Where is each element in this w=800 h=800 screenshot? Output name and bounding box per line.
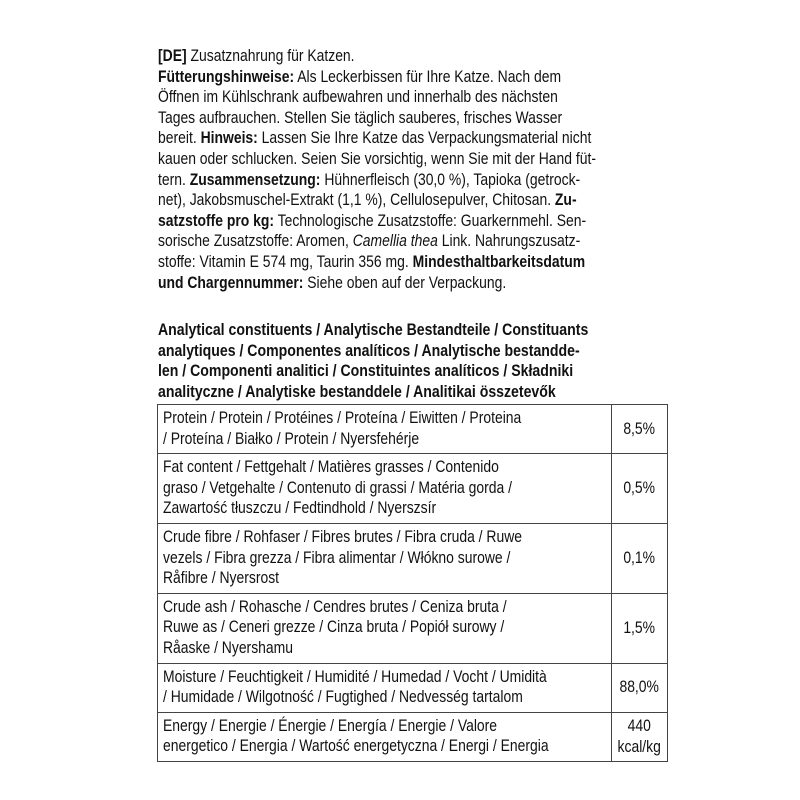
constituent-value: 88,0% xyxy=(619,678,660,697)
constituent-name-cell xyxy=(158,712,612,761)
text-line: tern. Zusammensetzung: Hühnerfleisch (30,0 %), Tapioka (getrock- xyxy=(158,170,581,189)
analytical-constituents-table xyxy=(157,404,668,762)
text-line: und Chargennummer: Siehe oben auf der Verpackung. xyxy=(158,273,507,292)
constituent-name-line: Ruwe as / Ceneri grezze / Cinza bruta / Popiół surowy / xyxy=(163,618,505,637)
constituent-name-cell xyxy=(158,405,612,454)
constituent-name-line: Protein / Protein / Protéines / Proteína / Eiwitten / Proteina xyxy=(163,409,522,427)
constituent-name-cell xyxy=(158,523,612,593)
text-line: satzstoffe pro kg: Technologische Zusatzstoffe: Guarkernmehl. Sen- xyxy=(158,211,587,230)
text-line: sorische Zusatzstoffe: Aromen, Camellia thea Link. Nahrungszusatz- xyxy=(158,232,581,251)
constituent-value-cell xyxy=(612,405,667,454)
text-line: Öffnen im Kühlschrank aufbewahren und innerhalb des nächsten xyxy=(158,88,558,107)
constituent-name-line: Råaske / Nyershamu xyxy=(163,638,293,657)
german-product-text xyxy=(158,46,642,293)
constituent-value: kcal/kg xyxy=(617,737,662,756)
constituent-value: 1,5% xyxy=(623,618,656,637)
constituent-name-cell xyxy=(158,454,612,524)
text-line: net), Jakobsmuschel-Extrakt (1,1 %), Cellulosepulver, Chitosan. Zu- xyxy=(158,191,577,210)
constituent-value-cell xyxy=(612,712,667,761)
constituent-value-cell xyxy=(612,593,667,663)
constituent-name-line: / Humidade / Wilgotność / Fugtighed / Nedvesség tartalom xyxy=(163,688,523,707)
constituent-value-cell xyxy=(612,523,667,593)
constituent-name-line: energetico / Energia / Wartość energetyczna / Energi / Energia xyxy=(163,737,549,756)
constituent-name-line: Crude ash / Rohasche / Cendres brutes / Ceniza bruta / xyxy=(163,597,507,616)
constituent-name-line: Råfibre / Nyersrost xyxy=(163,569,280,588)
constituent-value-cell xyxy=(612,663,667,712)
table-row xyxy=(158,663,668,712)
text-line: [DE] Zusatznahrung für Katzen. xyxy=(158,47,355,65)
constituent-name-line: Moisture / Feuchtigkeit / Humidité / Humedad / Vocht / Umidità xyxy=(163,667,547,686)
constituent-value: 0,5% xyxy=(623,479,656,498)
text-line: Fütterungshinweise: Als Leckerbissen für Ihre Katze. Nach dem xyxy=(158,67,562,86)
table-row xyxy=(158,712,668,761)
heading-line: analityczne / Analytiske bestanddele / Analitikai összetevők xyxy=(158,382,556,401)
constituent-name-cell xyxy=(158,593,612,663)
table-row xyxy=(158,405,668,454)
constituent-name-line: Energy / Energie / Énergie / Energía / Energie / Valore xyxy=(163,716,498,735)
analytical-heading xyxy=(158,320,642,402)
constituent-value-cell xyxy=(612,454,667,524)
table-row xyxy=(158,593,668,663)
constituent-value: 440 xyxy=(627,717,652,736)
text-line: stoffe: Vitamin E 574 mg, Taurin 356 mg. Mindesthaltbarkeitsdatum xyxy=(158,252,586,271)
constituent-name-line: Crude fibre / Rohfaser / Fibres brutes / Fibra cruda / Ruwe xyxy=(163,527,523,546)
constituent-name-line: vezels / Fibra grezza / Fibra alimentar / Włókno surowe / xyxy=(163,548,511,567)
heading-line: len / Componenti analitici / Constituintes analíticos / Składniki xyxy=(158,362,574,381)
constituent-name-line: Fat content / Fettgehalt / Matières grasses / Contenido xyxy=(163,458,499,477)
table-row xyxy=(158,523,668,593)
heading-line: Analytical constituents / Analytische Bestandteile / Constituants xyxy=(158,321,589,339)
text-line: Tages aufbrauchen. Stellen Sie täglich sauberes, frisches Wasser xyxy=(158,108,563,127)
text-line: kauen oder schlucken. Seien Sie vorsichtig, wenn Sie mit der Hand füt- xyxy=(158,149,596,168)
constituent-name-line: Zawartość tłuszczu / Fedtindhold / Nyerszsír xyxy=(163,499,437,518)
constituent-name-cell xyxy=(158,663,612,712)
table-row xyxy=(158,454,668,524)
constituent-name-line: graso / Vetgehalte / Contenuto di grassi / Matéria gorda / xyxy=(163,478,513,497)
constituent-value: 0,1% xyxy=(623,549,656,568)
constituent-name-line: / Proteína / Białko / Protein / Nyersfehérje xyxy=(163,429,420,448)
constituent-value: 8,5% xyxy=(623,419,656,438)
text-line: bereit. Hinweis: Lassen Sie Ihre Katze das Verpackungsmaterial nicht xyxy=(158,129,592,148)
heading-line: analytiques / Componentes analíticos / Analytische bestandde- xyxy=(158,341,580,360)
